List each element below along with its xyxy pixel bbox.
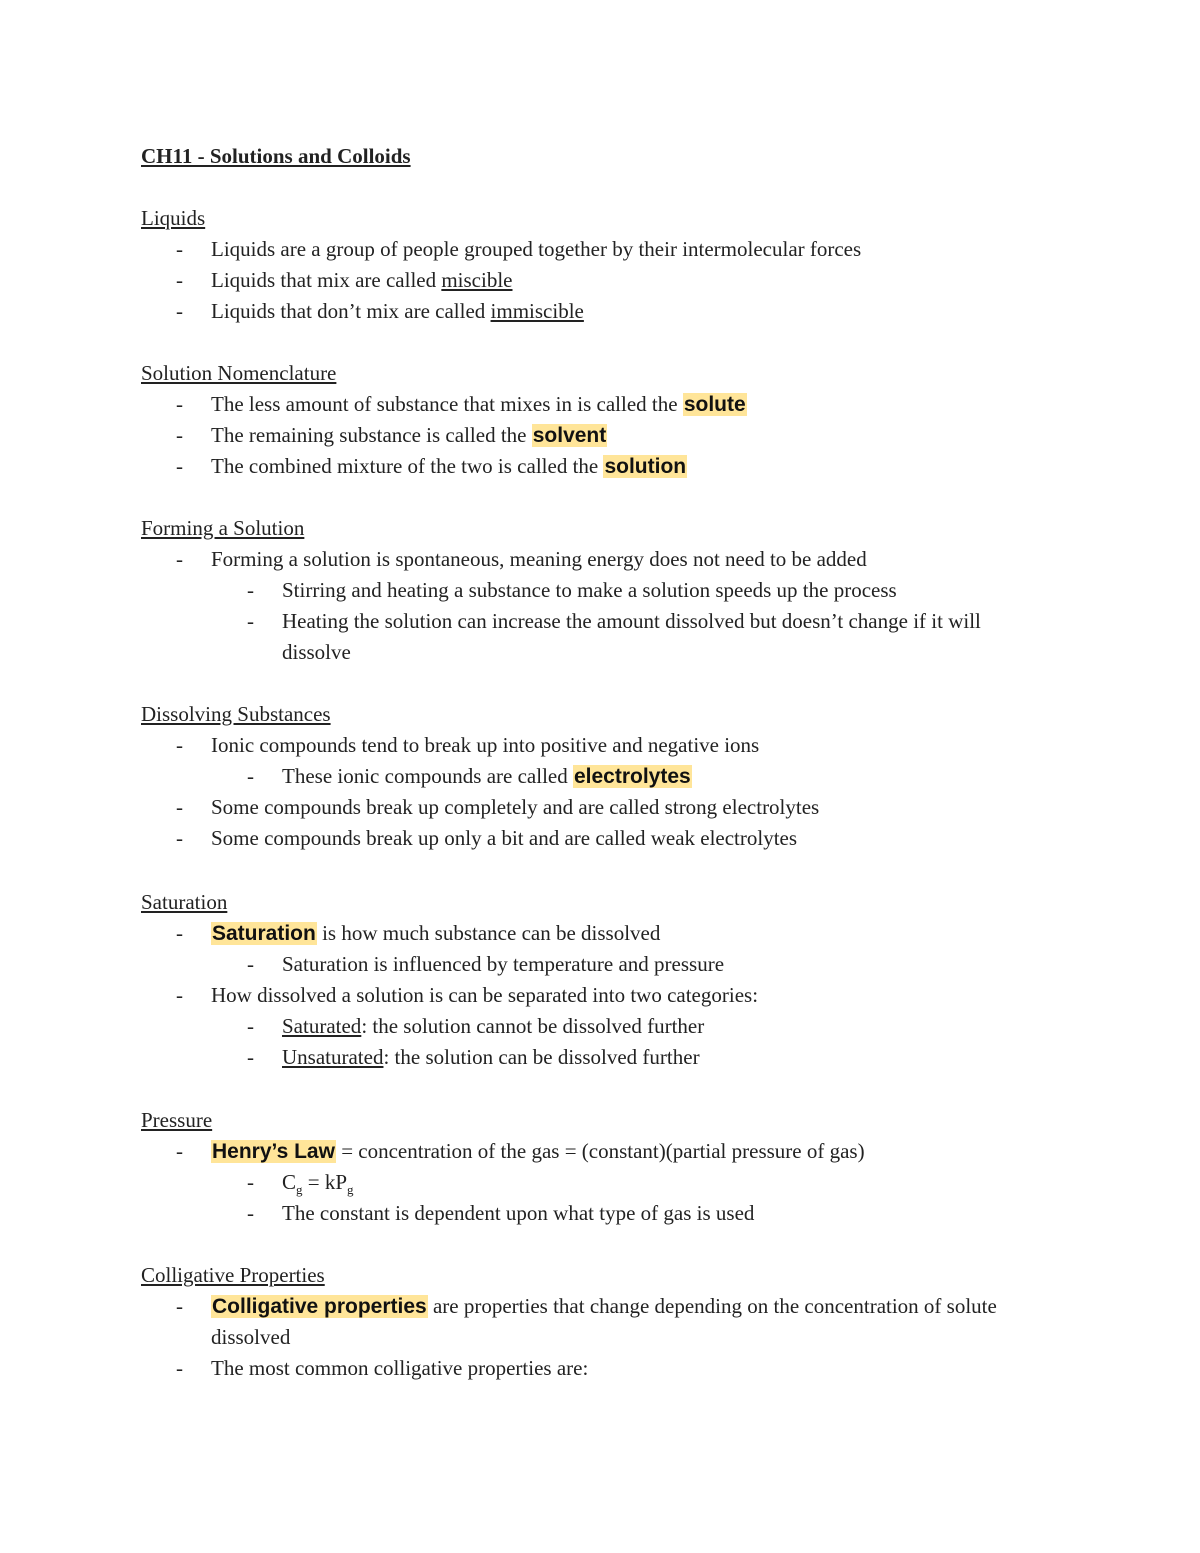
section-heading-colligative: Colligative Properties — [141, 1263, 325, 1287]
section-heading-nomenclature: Solution Nomenclature — [141, 361, 337, 385]
list-item: - Henry’s Law = concentration of the gas = (constant)(partial pressure of gas) — [176, 1139, 865, 1163]
section-heading-liquids: Liquids — [141, 206, 206, 230]
highlight-henrys-law: Henry’s Law — [212, 1140, 335, 1163]
highlight-solute: solute — [683, 393, 746, 416]
equation: - $C_g = kP_g$ — [247, 1170, 354, 1198]
term-saturated: Saturated — [282, 1014, 362, 1038]
highlight-solution: solution — [604, 455, 687, 478]
list-item: - Some compounds break up completely and are called strong electrolytes — [176, 795, 820, 819]
list-item: - Saturation is influenced by temperature and pressure — [247, 952, 725, 976]
list-item: - Liquids are a group of people grouped together by their intermolecular forces — [176, 237, 862, 261]
term-unsaturated: Unsaturated — [282, 1045, 384, 1069]
list-item: - Stirring and heating a substance to make a solution speeds up the process — [247, 578, 897, 602]
list-item: - Forming a solution is spontaneous, meaning energy does not need to be added — [176, 547, 867, 571]
section-heading-pressure: Pressure — [141, 1108, 213, 1132]
page-title: CH11 - Solutions and Colloids — [141, 144, 411, 168]
list-item: - Colligative properties are properties that change depending on the concentration of solute dissolved — [176, 1294, 997, 1349]
term-immiscible: immiscible — [490, 299, 584, 323]
list-item: - The most common colligative properties are: — [176, 1356, 589, 1380]
list-item: - Saturated: the solution cannot be dissolved further — [247, 1014, 705, 1038]
list-item: - The less amount of substance that mixes in is called the solute — [176, 392, 746, 416]
list-item: - The combined mixture of the two is called the solution — [176, 454, 687, 478]
highlight-electrolytes: electrolytes — [573, 765, 691, 788]
list-item: - How dissolved a solution is can be separated into two categories: — [176, 983, 759, 1007]
list-item: - These ionic compounds are called electrolytes — [247, 764, 691, 788]
highlight-colligative: Colligative properties — [212, 1295, 427, 1318]
list-item: - Some compounds break up only a bit and are called weak electrolytes — [176, 826, 798, 850]
section-heading-forming: Forming a Solution — [141, 516, 305, 540]
list-item: - Liquids that mix are called miscible — [176, 268, 513, 292]
section-heading-dissolving: Dissolving Substances — [141, 702, 331, 726]
list-item: - Unsaturated: the solution can be dissolved further — [247, 1045, 700, 1069]
list-item: - The constant is dependent upon what type of gas is used — [247, 1201, 755, 1225]
term-miscible: miscible — [441, 268, 513, 292]
list-item: - Heating the solution can increase the amount dissolved but doesn’t change if it will dissolve — [247, 609, 981, 664]
list-item: - Liquids that don’t mix are called immiscible — [176, 299, 584, 323]
list-item: - Ionic compounds tend to break up into positive and negative ions — [176, 733, 760, 757]
list-item: - Saturation is how much substance can be dissolved — [176, 921, 661, 945]
highlight-solvent: solvent — [532, 424, 607, 447]
highlight-saturation: Saturation — [212, 922, 316, 945]
section-heading-saturation: Saturation — [141, 890, 228, 914]
list-item: - The remaining substance is called the solvent — [176, 423, 607, 447]
